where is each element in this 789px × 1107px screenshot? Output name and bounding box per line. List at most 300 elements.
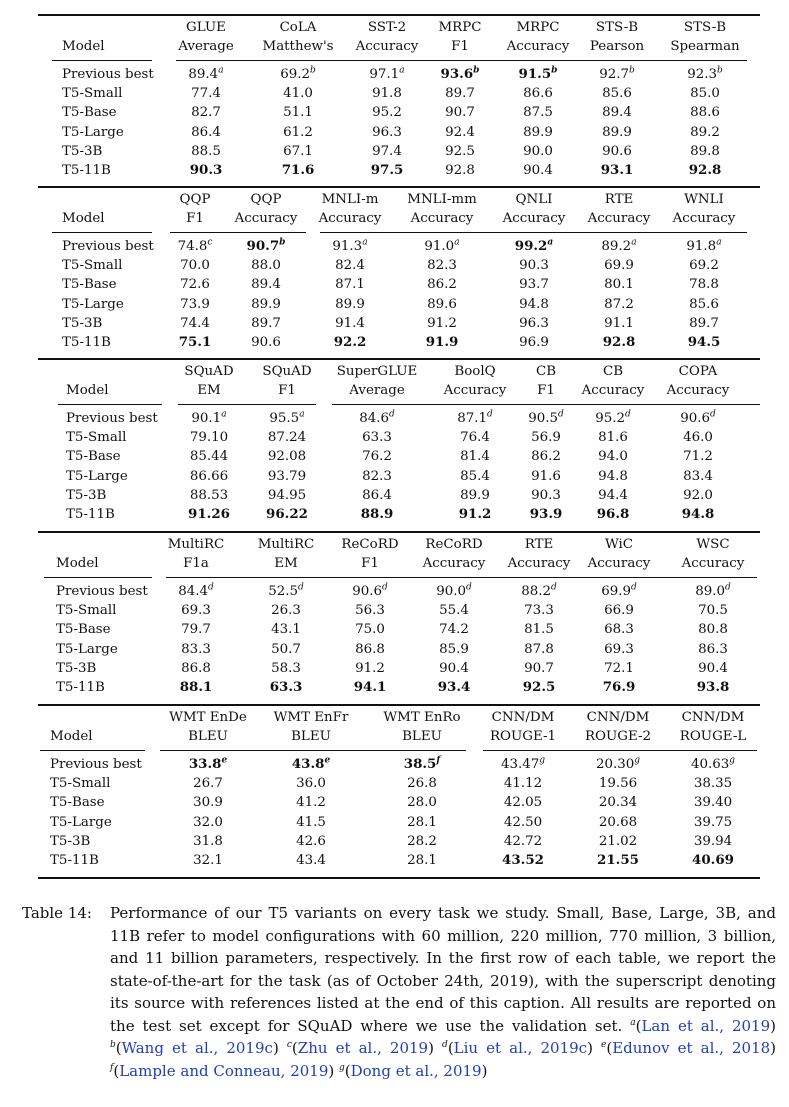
cell-value: 89.6 bbox=[427, 296, 457, 312]
row-model-name: T5-3B bbox=[62, 315, 103, 331]
cell-value: 90.3 bbox=[531, 487, 561, 503]
table-cell bbox=[392, 333, 492, 352]
cell-superscript: d bbox=[631, 582, 637, 593]
cell-value: 56.9 bbox=[531, 430, 561, 446]
row-model-name: T5-Large bbox=[56, 641, 118, 657]
cell-value: 95.5 bbox=[269, 411, 300, 426]
cell-value: 91.9 bbox=[425, 334, 459, 350]
header-rule bbox=[176, 60, 747, 61]
cell-value: 43.52 bbox=[502, 852, 544, 868]
table-cell bbox=[568, 813, 668, 832]
cell-value: 89.8 bbox=[690, 143, 720, 159]
table-cell bbox=[648, 409, 748, 428]
table-cell bbox=[158, 813, 258, 832]
cell-value: 71.6 bbox=[281, 162, 315, 178]
column-header-line1: WSC bbox=[696, 537, 730, 552]
table-cell bbox=[569, 659, 669, 678]
cell-value: 81.6 bbox=[598, 430, 628, 446]
row-model-name: T5-Large bbox=[66, 468, 128, 484]
cell-value: 91.1 bbox=[604, 315, 634, 331]
cell-value: 87.1 bbox=[335, 277, 365, 293]
column-header-line2: Matthew's bbox=[262, 39, 334, 54]
table-cell bbox=[569, 582, 669, 601]
table-cell bbox=[473, 851, 573, 870]
cell-value: 26.7 bbox=[193, 776, 223, 792]
cell-value: 85.6 bbox=[602, 86, 632, 102]
table-cell bbox=[663, 851, 763, 870]
cell-superscript: b bbox=[551, 65, 558, 76]
cell-superscript: d bbox=[466, 582, 472, 593]
cell-value: 96.3 bbox=[372, 124, 402, 140]
cell-value: 86.4 bbox=[362, 487, 392, 503]
cell-value: 94.8 bbox=[681, 506, 715, 522]
table-cell bbox=[156, 142, 256, 161]
cell-value: 90.7 bbox=[524, 660, 554, 676]
column-header-line1: STS-B bbox=[683, 20, 727, 35]
table-cell bbox=[567, 142, 667, 161]
cell-value: 96.3 bbox=[519, 315, 549, 331]
caption-text bbox=[110, 902, 776, 1082]
column-header bbox=[653, 535, 773, 573]
column-header-line2: F1 bbox=[361, 556, 379, 571]
cell-superscript: a bbox=[221, 409, 227, 420]
table-bottom-rule bbox=[38, 877, 760, 879]
cell-superscript: b bbox=[717, 65, 723, 76]
reference-link[interactable]: Liu et al., 2019c bbox=[453, 1039, 588, 1057]
cell-value: 78.8 bbox=[689, 277, 719, 293]
column-header-line1: ReCoRD bbox=[341, 537, 399, 552]
cell-value: 91.26 bbox=[188, 506, 230, 522]
cell-value: 91.2 bbox=[355, 660, 385, 676]
header-rule bbox=[332, 404, 760, 405]
cell-value: 92.2 bbox=[333, 334, 367, 350]
table-cell bbox=[237, 447, 337, 466]
table-cell bbox=[569, 620, 669, 639]
column-header-line2: Accuracy bbox=[666, 383, 730, 398]
cell-value: 90.0 bbox=[436, 584, 467, 599]
cell-value: 87.24 bbox=[267, 430, 307, 446]
cell-value: 56.3 bbox=[355, 603, 385, 619]
column-header-line1: MRPC bbox=[516, 20, 560, 35]
table-cell bbox=[146, 678, 246, 697]
cell-value: 32.1 bbox=[193, 853, 223, 868]
table-cell bbox=[655, 123, 755, 142]
cell-value: 86.3 bbox=[698, 641, 728, 657]
table-cell bbox=[261, 793, 361, 812]
cell-value: 76.2 bbox=[362, 449, 392, 465]
cell-superscript: d bbox=[208, 582, 214, 593]
cell-value: 87.5 bbox=[523, 105, 553, 121]
column-header-line2: BLEU bbox=[188, 729, 228, 744]
row-model-name: T5-3B bbox=[50, 833, 91, 849]
cell-value: 40.69 bbox=[692, 852, 734, 868]
cell-value: 39.75 bbox=[693, 814, 733, 830]
row-model-name: T5-11B bbox=[62, 335, 111, 350]
reference-link[interactable]: Edunov et al., 2018 bbox=[612, 1039, 771, 1057]
column-header-line1: CNN/DM bbox=[491, 710, 555, 725]
reference-mark: c bbox=[286, 1040, 292, 1050]
cell-value: 86.6 bbox=[523, 86, 553, 102]
table-cell bbox=[663, 755, 763, 774]
cell-value: 50.7 bbox=[271, 641, 301, 657]
cell-value: 38.5 bbox=[403, 756, 437, 772]
table-cell bbox=[567, 65, 667, 84]
column-header-line1: CB bbox=[602, 364, 624, 379]
table-cell bbox=[568, 832, 668, 851]
table-cell bbox=[156, 123, 256, 142]
cell-superscript: b bbox=[279, 237, 286, 248]
cell-value: 93.79 bbox=[267, 468, 307, 484]
table-cell bbox=[146, 659, 246, 678]
table-cell bbox=[655, 142, 755, 161]
row-model-name: T5-Small bbox=[62, 86, 123, 102]
cell-value: 90.4 bbox=[523, 163, 553, 178]
cell-value: 89.7 bbox=[445, 86, 475, 102]
cell-value: 42.72 bbox=[503, 833, 543, 849]
cell-value: 72.1 bbox=[604, 660, 634, 676]
row-model-name: Previous best bbox=[62, 67, 154, 82]
row-model-name: T5-Base bbox=[50, 795, 105, 811]
cell-value: 92.8 bbox=[688, 162, 722, 178]
cell-value: 61.2 bbox=[283, 124, 313, 140]
cell-superscript: a bbox=[547, 237, 554, 248]
row-model-name: T5-11B bbox=[66, 507, 115, 522]
table-cell bbox=[156, 65, 256, 84]
cell-value: 42.05 bbox=[503, 795, 543, 811]
cell-value: 96.9 bbox=[519, 335, 549, 350]
cell-value: 77.4 bbox=[191, 86, 221, 102]
table-cell bbox=[372, 832, 472, 851]
cell-value: 87.2 bbox=[604, 296, 634, 312]
cell-value: 91.5 bbox=[518, 66, 552, 82]
table-cell bbox=[567, 84, 667, 103]
cell-superscript: a bbox=[362, 237, 368, 248]
column-header-line1: SuperGLUE bbox=[336, 364, 418, 379]
cell-value: 28.0 bbox=[407, 795, 437, 811]
cell-value: 85.0 bbox=[690, 86, 720, 102]
cell-value: 41.2 bbox=[296, 795, 326, 811]
cell-superscript: d bbox=[725, 582, 731, 593]
cell-value: 86.8 bbox=[181, 660, 211, 676]
cell-value: 31.8 bbox=[193, 833, 223, 849]
model-column-header: Model bbox=[62, 211, 105, 226]
cell-superscript: b bbox=[473, 65, 480, 76]
cell-value: 74.8 bbox=[177, 239, 208, 254]
cell-value: 90.3 bbox=[519, 258, 549, 274]
table-cell bbox=[567, 103, 667, 122]
cell-value: 96.22 bbox=[266, 506, 308, 522]
cell-value: 86.66 bbox=[189, 468, 229, 484]
table-cell bbox=[237, 409, 337, 428]
cell-value: 91.6 bbox=[531, 468, 561, 484]
cell-value: 91.3 bbox=[332, 239, 363, 254]
table-cell bbox=[663, 640, 763, 659]
cell-value: 95.2 bbox=[372, 105, 402, 121]
cell-value: 93.6 bbox=[440, 66, 474, 82]
table-cell bbox=[648, 447, 748, 466]
cell-value: 91.2 bbox=[427, 315, 457, 331]
cell-value: 21.55 bbox=[597, 852, 639, 868]
table-cell bbox=[663, 793, 763, 812]
caption-body: Performance of our T5 variants on every task we study. Small, Base, Large, 3B, and 11B refer to model configurations with 60 million, 220 million, 770 million, 3 billion, and 11 billion parameters, respectively. In the first row of each table, we report the state-of-the-art for the task (as of October 24th, 2019), with the superscript denoting its source with references listed at the end of this caption. All results are reported on the test set except for SQuAD where we use the validation set. bbox=[110, 904, 776, 1035]
cell-value: 70.0 bbox=[180, 258, 210, 274]
column-header bbox=[148, 708, 268, 746]
row-model-name: T5-3B bbox=[62, 143, 103, 159]
reference-mark: b bbox=[110, 1040, 116, 1050]
row-model-name: T5-3B bbox=[56, 660, 97, 676]
column-header bbox=[645, 18, 765, 56]
header-rule bbox=[58, 404, 162, 405]
cell-value: 87.1 bbox=[457, 411, 488, 426]
cell-value: 67.1 bbox=[283, 143, 313, 159]
cell-superscript: a bbox=[218, 65, 224, 76]
cell-value: 97.1 bbox=[369, 67, 400, 82]
cell-value: 89.2 bbox=[601, 239, 632, 254]
column-header-line2: Accuracy bbox=[502, 211, 566, 226]
column-header-line2: Accuracy bbox=[587, 556, 651, 571]
cell-value: 90.0 bbox=[523, 143, 553, 159]
cell-value: 46.0 bbox=[683, 430, 713, 446]
cell-value: 92.8 bbox=[602, 334, 636, 350]
cell-value: 90.7 bbox=[445, 105, 475, 121]
row-model-name: T5-Base bbox=[62, 277, 117, 293]
cell-value: 76.9 bbox=[602, 679, 636, 695]
cell-value: 93.8 bbox=[696, 679, 730, 695]
cell-value: 20.68 bbox=[598, 814, 638, 830]
cell-value: 82.3 bbox=[362, 468, 392, 484]
header-rule bbox=[40, 750, 145, 751]
row-model-name: T5-11B bbox=[56, 680, 105, 695]
column-header-line2: F1 bbox=[186, 211, 204, 226]
cell-value: 52.5 bbox=[268, 584, 299, 599]
cell-value: 85.6 bbox=[689, 296, 719, 312]
cell-superscript: d bbox=[558, 409, 564, 420]
row-model-name: T5-Large bbox=[62, 296, 124, 312]
table-cell bbox=[473, 813, 573, 832]
row-model-name: T5-Small bbox=[66, 430, 127, 446]
cell-value: 43.4 bbox=[296, 853, 326, 868]
table-top-rule bbox=[38, 531, 760, 533]
column-header-line1: ReCoRD bbox=[425, 537, 483, 552]
column-header-line2: Accuracy bbox=[410, 211, 474, 226]
cell-value: 32.0 bbox=[193, 814, 223, 830]
cell-value: 84.6 bbox=[359, 411, 390, 426]
column-header-line2: Accuracy bbox=[507, 556, 571, 571]
cell-value: 20.30 bbox=[595, 757, 635, 772]
table-cell bbox=[300, 314, 400, 333]
cell-superscript: d bbox=[487, 409, 493, 420]
row-model-name: T5-Base bbox=[66, 449, 121, 465]
row-model-name: T5-Base bbox=[62, 105, 117, 121]
table-cell bbox=[327, 447, 427, 466]
cell-value: 40.63 bbox=[690, 757, 730, 772]
reference-link[interactable]: Dong et al., 2019 bbox=[350, 1061, 482, 1080]
column-header-line1: WiC bbox=[604, 537, 634, 552]
table-cell bbox=[248, 142, 348, 161]
header-rule bbox=[178, 404, 316, 405]
column-header bbox=[251, 708, 371, 746]
table-cell bbox=[372, 774, 472, 793]
column-header-line1: SST-2 bbox=[367, 20, 407, 35]
table-cell bbox=[648, 467, 748, 486]
table-cell bbox=[473, 832, 573, 851]
column-header-line1: QQP bbox=[250, 192, 282, 207]
reference-mark: g bbox=[339, 1062, 345, 1073]
table-cell bbox=[654, 333, 754, 352]
row-model-name: T5-3B bbox=[66, 487, 107, 503]
column-header-line1: WMT EnFr bbox=[273, 710, 349, 725]
model-column-header: Model bbox=[50, 729, 93, 744]
table-cell bbox=[261, 755, 361, 774]
cell-value: 92.7 bbox=[599, 67, 630, 82]
table-cell bbox=[248, 65, 348, 84]
cell-value: 42.50 bbox=[503, 814, 543, 830]
cell-value: 28.1 bbox=[407, 853, 437, 868]
column-header-line1: CB bbox=[535, 364, 557, 379]
column-header-line1: MRPC bbox=[438, 20, 482, 35]
cell-value: 80.1 bbox=[604, 277, 634, 293]
cell-value: 71.2 bbox=[683, 449, 713, 465]
table-cell bbox=[372, 813, 472, 832]
cell-value: 26.8 bbox=[407, 776, 437, 792]
cell-value: 92.08 bbox=[267, 449, 307, 465]
row-model-name: T5-Base bbox=[56, 622, 111, 638]
table-cell bbox=[156, 103, 256, 122]
column-header-line1: COPA bbox=[678, 364, 718, 379]
cell-value: 80.8 bbox=[698, 622, 728, 638]
table-cell bbox=[569, 640, 669, 659]
cell-value: 82.7 bbox=[191, 105, 221, 121]
cell-value: 89.9 bbox=[251, 296, 281, 312]
table-cell bbox=[146, 640, 246, 659]
table-cell bbox=[648, 428, 748, 447]
table-cell bbox=[648, 486, 748, 505]
table-cell bbox=[248, 161, 348, 180]
column-header-line1: GLUE bbox=[186, 20, 226, 35]
cell-value: 28.2 bbox=[407, 833, 437, 849]
column-header-line2: F1a bbox=[183, 556, 209, 571]
column-header-line1: QQP bbox=[179, 192, 211, 207]
table-cell bbox=[663, 813, 763, 832]
table-cell bbox=[663, 620, 763, 639]
cell-superscript: a bbox=[299, 409, 305, 420]
table-cell bbox=[568, 851, 668, 870]
cell-value: 79.7 bbox=[181, 622, 211, 638]
table-cell bbox=[473, 755, 573, 774]
cell-value: 93.7 bbox=[519, 277, 549, 293]
column-header-line1: MNLI-mm bbox=[407, 192, 477, 207]
cell-superscript: c bbox=[207, 237, 213, 248]
column-header-line1: CoLA bbox=[279, 20, 317, 35]
cell-value: 90.7 bbox=[246, 238, 280, 254]
cell-value: 94.1 bbox=[353, 679, 387, 695]
cell-superscript: d bbox=[710, 409, 716, 420]
column-header-line2: ROUGE-2 bbox=[584, 729, 652, 744]
caption-reference: $^c$(Zhu et al., 2019) bbox=[286, 1039, 443, 1057]
cell-value: 55.4 bbox=[439, 603, 469, 619]
cell-value: 90.4 bbox=[439, 660, 469, 676]
cell-superscript: d bbox=[298, 582, 304, 593]
column-header-line2: Average bbox=[349, 383, 405, 398]
table-cell bbox=[237, 505, 337, 524]
cell-value: 43.47 bbox=[500, 757, 540, 772]
table-cell bbox=[300, 333, 400, 352]
table-cell bbox=[158, 832, 258, 851]
header-rule bbox=[170, 232, 306, 233]
column-header-line1: WNLI bbox=[684, 192, 724, 207]
cell-value: 72.6 bbox=[180, 277, 210, 293]
column-header bbox=[644, 190, 764, 228]
cell-value: 93.1 bbox=[600, 162, 634, 178]
table-cell bbox=[261, 851, 361, 870]
table-cell bbox=[663, 832, 763, 851]
table-cell bbox=[392, 314, 492, 333]
cell-value: 39.40 bbox=[693, 795, 733, 811]
reference-link[interactable]: Lan et al., 2019 bbox=[641, 1016, 771, 1035]
model-column-header: Model bbox=[66, 383, 109, 398]
cell-value: 85.4 bbox=[460, 468, 490, 484]
cell-value: 79.10 bbox=[189, 430, 229, 446]
cell-value: 81.5 bbox=[524, 622, 554, 638]
reference-link[interactable]: Lample and Conneau, 2019 bbox=[119, 1061, 329, 1080]
reference-link[interactable]: Wang et al., 2019c bbox=[121, 1039, 273, 1057]
table-cell bbox=[372, 851, 472, 870]
header-rule bbox=[483, 750, 757, 751]
column-header-line2: Accuracy bbox=[355, 39, 419, 54]
cell-value: 94.4 bbox=[598, 487, 628, 503]
table-cell bbox=[156, 84, 256, 103]
cell-value: 92.5 bbox=[445, 143, 475, 159]
cell-value: 94.95 bbox=[267, 487, 307, 503]
column-header bbox=[638, 362, 758, 400]
table-cell bbox=[663, 774, 763, 793]
cell-value: 91.8 bbox=[372, 86, 402, 102]
cell-value: 93.9 bbox=[529, 506, 563, 522]
cell-value: 74.2 bbox=[439, 622, 469, 638]
cell-value: 26.3 bbox=[271, 603, 301, 619]
cell-value: 41.5 bbox=[296, 814, 326, 830]
cell-value: 94.8 bbox=[598, 468, 628, 484]
column-header-line1: RTE bbox=[524, 537, 554, 552]
column-header-line2: Accuracy bbox=[581, 383, 645, 398]
cell-value: 63.3 bbox=[362, 430, 392, 446]
table-cell bbox=[569, 678, 669, 697]
column-header-line2: Accuracy bbox=[672, 211, 736, 226]
table-cell bbox=[156, 161, 256, 180]
table-cell bbox=[568, 755, 668, 774]
table-cell bbox=[663, 582, 763, 601]
column-header-line2: F1 bbox=[537, 383, 555, 398]
reference-link[interactable]: Zhu et al., 2019 bbox=[297, 1039, 429, 1057]
table-cell bbox=[300, 295, 400, 314]
column-header-line2: F1 bbox=[278, 383, 296, 398]
cell-value: 42.6 bbox=[296, 833, 326, 849]
cell-value: 90.3 bbox=[189, 162, 223, 178]
table-cell bbox=[158, 793, 258, 812]
caption-reference: $^d$(Liu et al., 2019c) bbox=[442, 1039, 602, 1057]
column-header-line2: Accuracy bbox=[587, 211, 651, 226]
cell-superscript: e bbox=[221, 755, 228, 766]
column-header-line2: EM bbox=[274, 556, 298, 571]
cell-value: 88.2 bbox=[521, 584, 552, 599]
cell-value: 92.5 bbox=[522, 679, 556, 695]
cell-value: 89.9 bbox=[335, 296, 365, 312]
caption-reference: $^f$(Lample and Conneau, 2019) bbox=[110, 1061, 339, 1080]
cell-superscript: g bbox=[634, 755, 641, 766]
column-header-line1: MultiRC bbox=[257, 537, 315, 552]
cell-value: 85.9 bbox=[439, 641, 469, 657]
table-cell bbox=[654, 275, 754, 294]
